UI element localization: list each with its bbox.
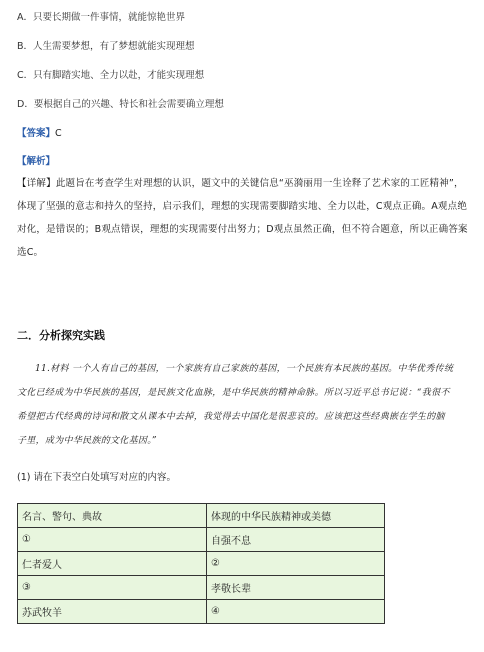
table-header-row [18,504,385,528]
option-c: C．只有脚踏实地、全力以赴，才能实现理想 [17,70,205,81]
table-cell: ② [207,552,385,576]
answer-table [17,503,385,624]
sub-question: (1) 请在下表空白处填写对应的内容。 [17,472,176,483]
table-row [18,600,385,624]
table-cell: ③ [18,576,207,600]
table-cell: 仁者爱人 [18,552,207,576]
analysis-body [17,172,472,264]
table-cell: 孝敬长辈 [207,576,385,600]
q11-line-3: 希望把古代经典的诗词和散文从课本中去掉，我觉得去中国化是很悲哀的。应该把这些经典嵌在学生的脑 [17,412,445,422]
option-d: D．要根据自己的兴趣、特长和社会需要确立理想 [17,99,224,110]
q11-line-1: 11.材料 一个人有自己的基因，一个家族有自己家族的基因，一个民族有本民族的基因。中华优秀传统 [35,364,454,374]
q11-line-4: 子里，成为中华民族的文化基因。” [17,436,157,446]
table-cell: ① [18,528,207,552]
analysis-line-4: 选C。 [17,247,44,258]
answer-label: 【答案】 [17,128,56,139]
q11-line-2: 文化已经成为中华民族的基因，是民族文化血脉，是中华民族的精神命脉。所以习近平总书记说：“我很不 [17,388,450,398]
table-row [18,528,385,552]
analysis-line-1: 此题旨在考查学生对理想的认识，题文中的关键信息“巫漪丽用一生诠释了艺术家的工匠精神”， [55,178,464,189]
table-row [18,552,385,576]
analysis-line-3: 对化，是错误的；B观点错误，理想的实现需要付出努力；D观点虽然正确，但不符合题意，所以正确答案 [17,224,468,235]
option-b: B．人生需要梦想，有了梦想就能实现理想 [17,41,195,52]
table-cell: 苏武牧羊 [18,600,207,624]
answer-line [17,127,62,140]
table-header: 名言、警句、典故 [18,504,207,528]
table-header: 体现的中华民族精神或美德 [207,504,385,528]
section-title: 二．分析探究实践 [17,329,105,342]
table-cell: ④ [207,600,385,624]
table-row [18,576,385,600]
detail-label: 【详解】 [17,178,56,189]
analysis-line-2: 体现了坚强的意志和持久的坚持，启示我们，理想的实现需要脚踏实地、全力以赴，C观点正确。A观点绝 [17,201,468,212]
table-cell: 自强不息 [207,528,385,552]
analysis-label: 【解析】 [17,156,56,167]
answer-value: C [55,128,62,139]
question-11 [17,357,472,453]
option-a: A．只要长期做一件事情，就能惊艳世界 [17,12,185,23]
